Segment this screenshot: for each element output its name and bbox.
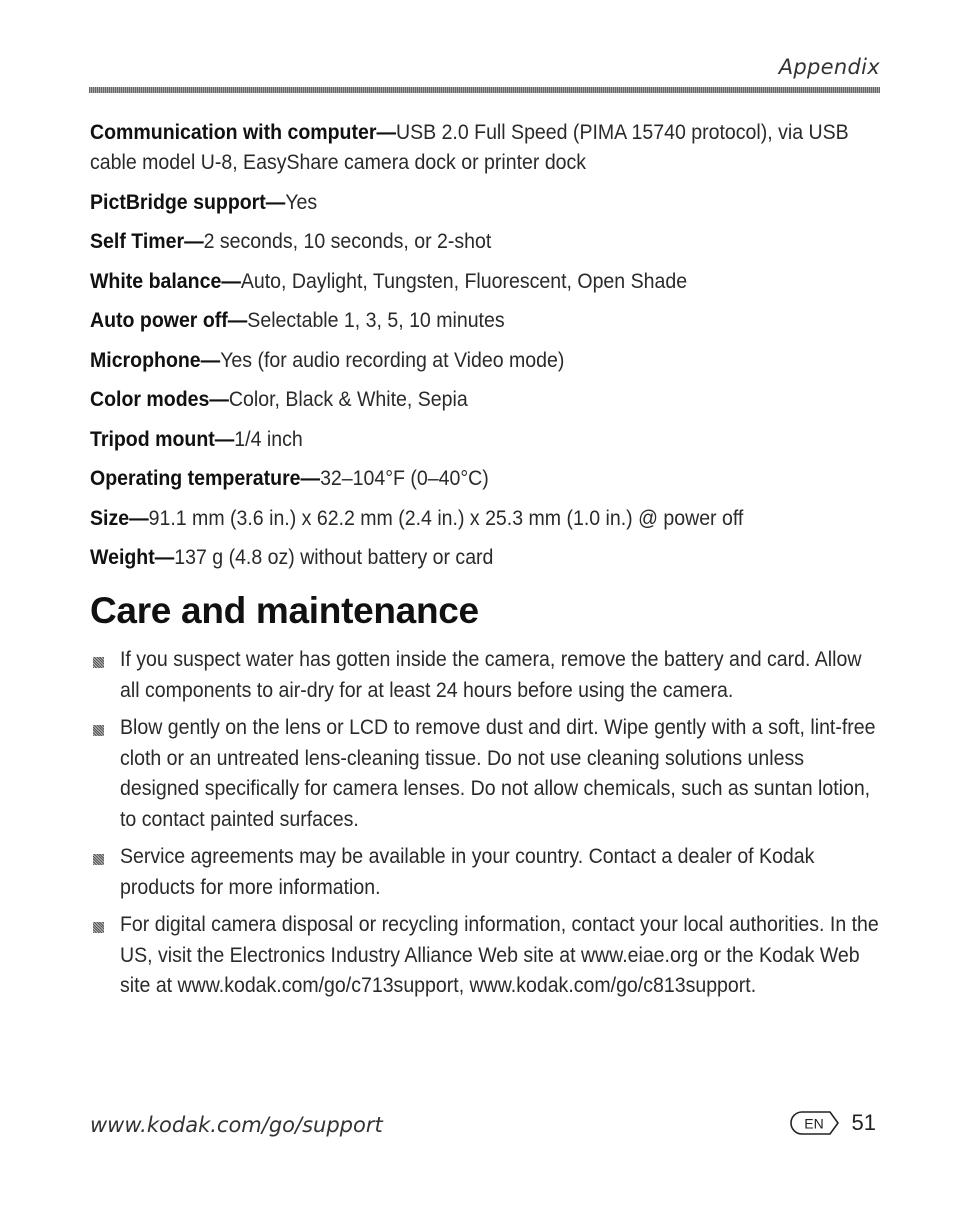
spec-value: Selectable 1, 3, 5, 10 minutes [247,309,505,332]
header-title: Appendix [778,55,880,79]
spec-auto-power-off [90,306,890,336]
spec-label: Communication with computer— [90,121,396,144]
spec-value: Auto, Daylight, Tungsten, Fluorescent, Open Shade [240,269,688,293]
spec-size [90,504,890,534]
header-rule [89,87,880,93]
list-item [90,842,890,903]
spec-value: 91.1 mm (3.6 in.) x 62.2 mm (2.4 in.) x 25.3 mm (1.0 in.) @ power off [148,506,744,530]
spec-pictbridge [90,188,890,218]
spec-label: Operating temperature— [90,467,321,490]
spec-communication [90,118,890,178]
language-badge-label: EN [803,1115,824,1132]
page-number: 51 [851,1110,876,1135]
spec-weight [90,543,890,573]
list-item [90,910,890,1002]
spec-label: Weight— [90,546,175,569]
language-en-icon [790,1110,840,1136]
spec-label: Self Timer— [90,230,204,253]
spec-tripod-mount [90,425,890,455]
spec-value: 2 seconds, 10 seconds, or 2-shot [203,230,492,253]
bullet-text: If you suspect water has gotten inside the camera, remove the battery and card. Allow all components to air-dry for at least 24 hours before using the camera. [120,648,862,702]
spec-value: USB 2.0 Full Speed (PIMA 15740 protocol), via USB cable model U-8, EasyShare camera dock or printer dock [90,121,849,174]
bullet-text: Service agreements may be available in your country. Contact a dealer of Kodak products for more information. [120,845,815,899]
spec-value: 1/4 inch [234,427,303,451]
spec-label: Size— [90,506,149,530]
bullet-square-icon [93,657,104,668]
bullet-text: For digital camera disposal or recycling information, contact your local authorities. In the US, visit the Electronics Industry Alliance Web site at www.eiae.org or the Kodak Web site at www.kodak.com/go/c713support, www.kodak.com/go/c813support. [120,913,879,997]
spec-value: Yes (for audio recording at Video mode) [220,348,565,372]
spec-self-timer [90,227,890,257]
spec-microphone [90,346,890,376]
list-item [90,645,890,706]
bullet-square-icon [93,922,104,933]
spec-value: Yes [285,190,318,214]
bullet-text: Blow gently on the lens or LCD to remove dust and dirt. Wipe gently with a soft, lint-free cloth or an untreated lens-cleaning tissue. Do not use cleaning solutions unless designed specifically for camera lenses. Do not allow chemicals, such as suntan lotion, to contact painted surfaces. [120,716,876,831]
spec-value: 137 g (4.8 oz) without battery or card [174,546,494,569]
footer-support-url[interactable]: www.kodak.com/go/support [90,1113,383,1137]
bullet-square-icon [93,854,104,865]
footer-page-info [790,1110,876,1136]
spec-label: Color modes— [90,388,229,411]
spec-label: Microphone— [90,348,221,372]
spec-label: White balance— [90,269,241,293]
spec-list [90,118,890,583]
bullet-square-icon [93,725,104,736]
spec-color-modes [90,385,890,415]
spec-operating-temperature [90,464,890,494]
spec-value: 32–104°F (0–40°C) [320,467,489,490]
spec-white-balance [90,267,890,297]
list-item [90,713,890,835]
spec-value: Color, Black & White, Sepia [228,388,468,411]
spec-label: Auto power off— [90,309,248,332]
spec-label: Tripod mount— [90,427,235,451]
section-title-care: Care and maintenance [90,590,479,631]
spec-label: PictBridge support— [90,190,286,214]
care-bullet-list [90,645,890,1009]
